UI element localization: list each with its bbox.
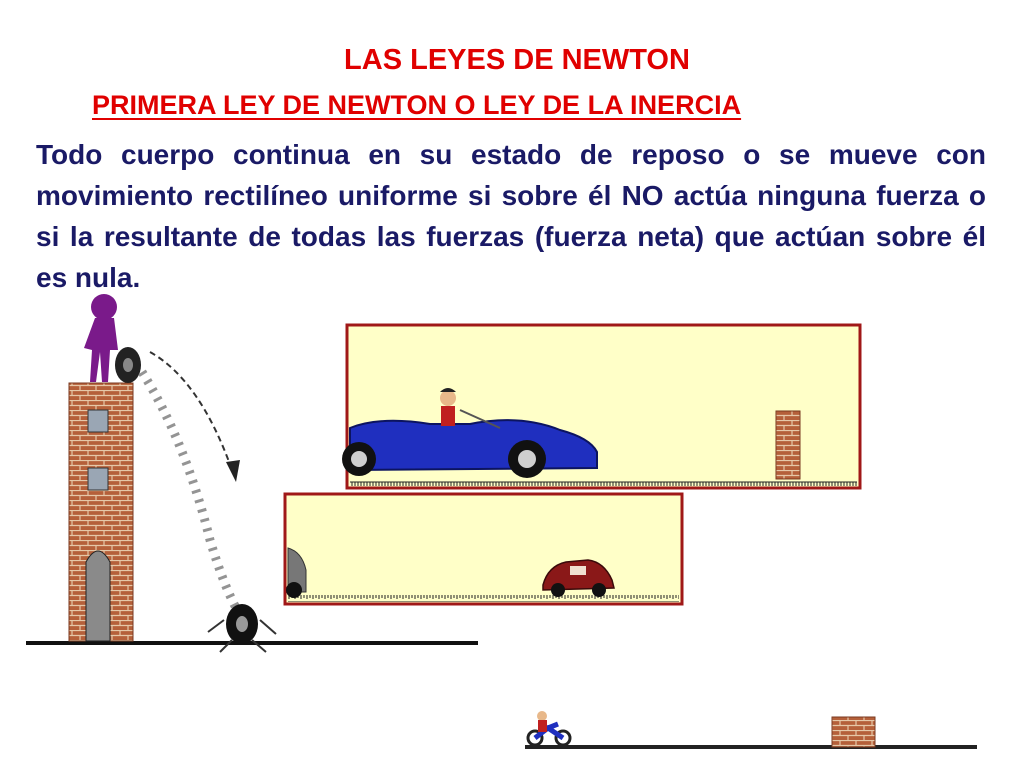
slide-subtitle: PRIMERA LEY DE NEWTON O LEY DE LA INERCIA — [92, 90, 742, 120]
road — [350, 480, 857, 486]
law-description: Todo cuerpo continua en su estado de reposo o se mueve con movimiento rectilíneo uniforme si sobre él NO actúa ninguna fuerza o si la resultante de todas las fuerzas (fuerza neta) que actúan sobre él es nula. — [36, 139, 986, 293]
small-cars-panel — [285, 494, 682, 604]
convertible-panel — [342, 325, 860, 488]
tower-door — [86, 551, 110, 641]
rider-head — [537, 711, 547, 721]
motorcycle-illustration — [525, 711, 977, 749]
purple-figure — [84, 294, 118, 382]
brick-wall-bottom — [832, 717, 875, 747]
tower-window-top — [88, 410, 108, 432]
tower-window-middle — [88, 468, 108, 490]
brick-wall-panel — [776, 411, 800, 479]
slide-title: LAS LEYES DE NEWTON — [344, 44, 690, 76]
road-3 — [525, 745, 977, 749]
rider-body — [538, 720, 547, 732]
driver-head — [440, 390, 456, 406]
tire-motion-trail — [142, 372, 240, 615]
road-2 — [288, 595, 679, 602]
driver-body — [441, 406, 455, 426]
tire-trajectory-arrow — [150, 352, 232, 470]
